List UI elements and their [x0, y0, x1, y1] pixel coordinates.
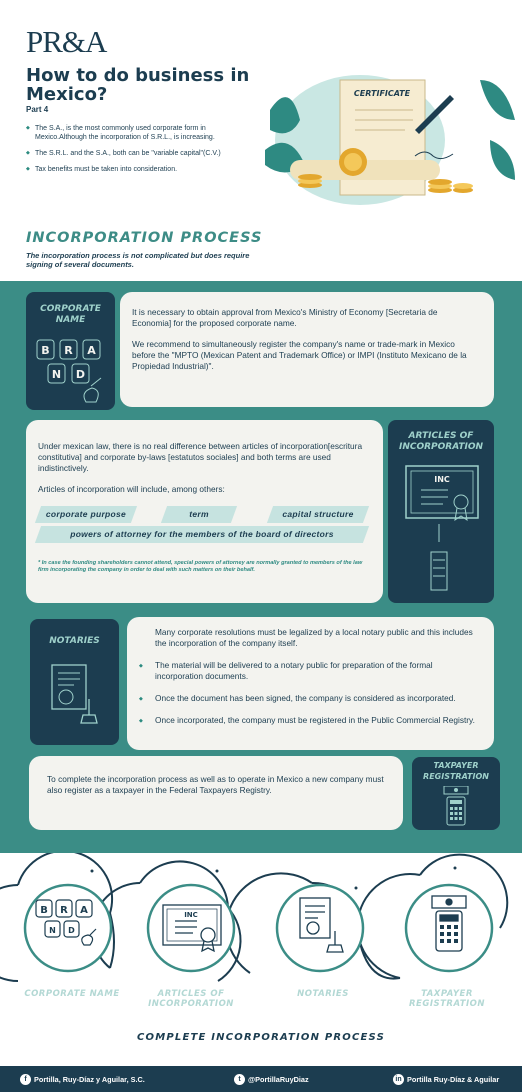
svg-text:N: N: [51, 368, 62, 381]
svg-text:B: B: [40, 905, 48, 916]
tag-corporate-purpose: corporate purpose: [35, 506, 137, 523]
notaries-item: ◆ Once the document has been signed, the company is considered as incorporated.: [139, 693, 480, 704]
svg-text:A: A: [80, 905, 88, 916]
intro-item: ◆ Tax benefits must be taken into consideration.: [26, 165, 248, 174]
step-label-2: ARTICLES OF INCORPORATION: [148, 989, 234, 1009]
certificate-illustration: [265, 40, 520, 210]
corporate-name-p1: It is necessary to obtain approval from Mexico's Ministry of Economy [Secretaria de Economia] for the proposed corporate name.: [132, 307, 438, 328]
linkedin-icon: in: [393, 1074, 404, 1085]
complete-process-title: COMPLETE INCORPORATION PROCESS: [136, 1032, 386, 1043]
notaries-intro: Many corporate resolutions must be legalized by a local notary public and this includes the incorporation of the company itself.: [155, 627, 473, 648]
svg-text:D: D: [75, 368, 86, 381]
brand-icon: [36, 336, 106, 406]
svg-text:N: N: [49, 926, 56, 935]
twitter-link[interactable]: t @PortillaRuyDiaz: [234, 1074, 309, 1085]
notaries-card: [30, 619, 119, 745]
articles-label: ARTICLES OF INCORPORATION: [398, 431, 484, 452]
section-subtitle: The incorporation process is not complicated but does require signing of several documents.: [26, 251, 250, 269]
inc-certificate-icon: [403, 464, 481, 594]
step-label-4: TAXPAYER REGISTRATION: [408, 989, 486, 1009]
corporate-name-card: [26, 292, 115, 410]
notaries-item: ◆ The material will be delivered to a notary public for preparation of the formal incorporation documents.: [139, 660, 480, 682]
intro-item: ◆ The S.A., is the most commonly used corporate form in Mexico.Although the incorporation of S.R.L., is increasing.: [26, 124, 248, 142]
articles-note: * In case the founding shareholders cannot attend, special powers of attorney are normally granted to members of the law firm incorporating the company in order to deal with such matters on their behalf.: [38, 560, 363, 573]
section-title: INCORPORATION PROCESS: [26, 230, 263, 246]
corporate-name-text: [120, 292, 494, 407]
footer: [0, 1066, 522, 1092]
tag-powers-of-attorney: powers of attorney for the members of the board of directors: [35, 526, 369, 543]
facebook-link[interactable]: f Portilla, Ruy-Díaz y Aguilar, S.C.: [20, 1074, 145, 1085]
corporate-name-p2: We recommend to simultaneously register the company's name or trade-mark in Mexico before the "MPTO (Mexican Patent and Trademark Office) or IMPI (Instituto Mexicano de la Propiedad Industrial)".: [132, 339, 467, 371]
svg-text:B: B: [41, 344, 50, 357]
svg-text:INC: INC: [434, 475, 450, 484]
svg-text:INC: INC: [184, 911, 198, 919]
intro-list: [26, 124, 248, 181]
taxpayer-label: TAXPAYER REGISTRATION: [423, 761, 489, 781]
certificate-label: CERTIFICATE: [353, 89, 411, 98]
svg-text:R: R: [64, 344, 73, 357]
taxpayer-card: [412, 757, 500, 830]
step-label-1: CORPORATE NAME: [24, 989, 120, 999]
articles-p1: Under mexican law, there is no real difference between articles of incorporation[escritura constitutiva] and corporate by-laws [estatutos sociales] and both terms are used indistinctively.: [38, 441, 363, 473]
linkedin-link[interactable]: in Portilla Ruy-Díaz & Aguilar: [393, 1074, 499, 1085]
notaries-list: [139, 660, 480, 726]
step-label-3: NOTARIES: [297, 989, 349, 999]
svg-text:R: R: [60, 905, 68, 916]
part-label: Part 4: [26, 105, 49, 114]
twitter-icon: t: [234, 1074, 245, 1085]
corporate-name-label: CORPORATE NAME: [40, 304, 101, 325]
svg-text:D: D: [68, 926, 75, 935]
taxpayer-text: To complete the incorporation process as well as to operate in Mexico a new company must also register as a taxpayer in the Federal Taxpayers Registry.: [47, 774, 384, 795]
svg-text:A: A: [87, 344, 96, 357]
logo: PR&A: [26, 24, 107, 59]
notary-document-icon: [49, 663, 101, 729]
articles-text: [26, 420, 383, 603]
articles-p2: Articles of incorporation will include, among others:: [38, 484, 225, 494]
notaries-item: ◆ Once incorporated, the company must be registered in the Public Commercial Registry.: [139, 715, 480, 726]
facebook-icon: f: [20, 1074, 31, 1085]
articles-card: [388, 420, 494, 603]
notaries-text: [127, 617, 494, 750]
notaries-label: NOTARIES: [49, 636, 100, 646]
intro-item: ◆ The S.R.L. and the S.A., both can be "variable capital"(C.V.): [26, 149, 248, 158]
tag-term: term: [161, 506, 237, 523]
calculator-icon: [439, 786, 473, 826]
page-title: How to do business in Mexico?: [26, 65, 250, 105]
taxpayer-text-card: [29, 756, 403, 830]
tag-capital-structure: capital structure: [267, 506, 369, 523]
